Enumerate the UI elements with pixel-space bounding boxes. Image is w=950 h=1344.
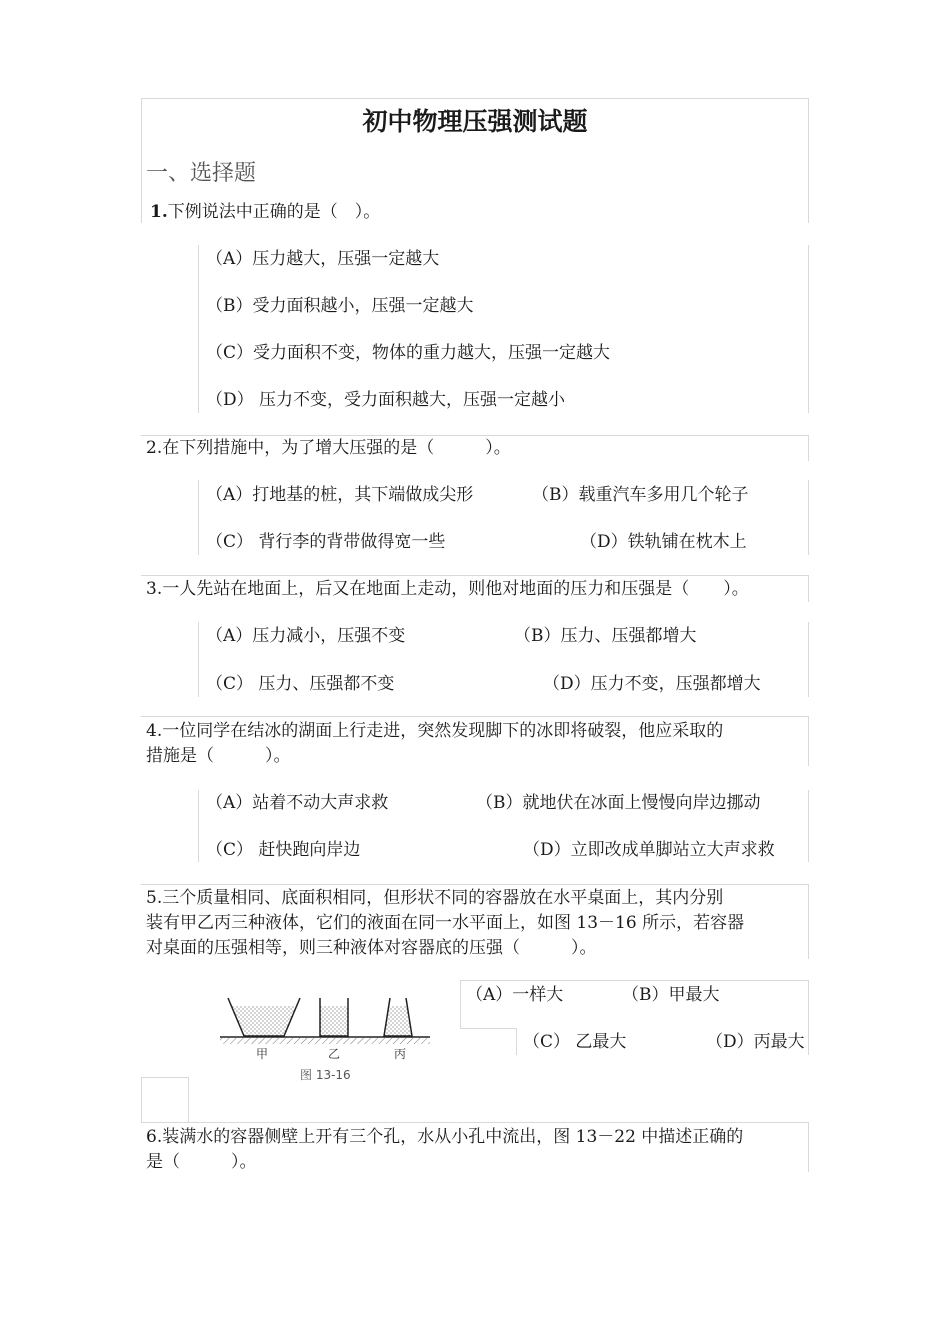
q2-option-a: （A）打地基的桩，其下端做成尖形 [206,485,474,505]
q3-option-a: （A）压力减小，压强不变 [206,626,406,646]
frame-line [808,980,809,1055]
page-title: 初中物理压强测试题 [362,107,588,136]
q5-option-b: （B）甲最大 [622,985,720,1005]
frame-line [808,622,809,697]
q4-option-b: （B）就地伏在冰面上慢慢向岸边挪动 [476,793,761,813]
frame-line [198,245,199,413]
frame-line [808,1122,809,1172]
section-heading: 一、选择题 [146,161,257,186]
frame-line [808,245,809,413]
q3-option-d: （D）压力不变，压强都增大 [543,674,761,694]
q5-option-c: （C） 乙最大 [523,1032,627,1052]
q2-option-c: （C） 背行李的背带做得宽一些 [206,532,446,552]
q3-option-c: （C） 压力、压强都不变 [206,674,395,694]
q1-option-c: （C）受力面积不变，物体的重力越大，压强一定越大 [206,343,611,363]
q3-option-b: （B）压力、压强都增大 [514,626,697,646]
q5-option-a: （A）一样大 [466,985,564,1005]
q5-option-d: （D）丙最大 [706,1032,805,1052]
question-2-stem: 2.在下列措施中，为了增大压强的是（ ）。 [146,438,511,458]
question-4-stem-line-1: 4.一位同学在结冰的湖面上行走进，突然发现脚下的冰即将破裂，他应采取的 [146,721,724,741]
frame-line [460,980,809,981]
container-yi [320,998,348,1036]
question-6-stem-line-1: 6.装满水的容器侧壁上开有三个孔，水从小孔中流出，图 13－22 中描述正确的 [146,1127,744,1147]
frame-line [141,98,809,99]
question-1-stem [150,199,380,225]
container-bing [384,998,412,1036]
frame-line [141,716,809,717]
frame-line [808,884,809,959]
frame-line [516,1028,517,1055]
figure-label-jia: 甲 [256,1047,269,1061]
q2-option-b: （B）载重汽车多用几个轮子 [532,485,749,505]
question-6-stem-line-2: 是（ ）。 [146,1152,257,1172]
q4-option-a: （A）站着不动大声求救 [206,793,389,813]
frame-line [198,622,199,697]
frame-line [198,480,199,555]
q4-option-d: （D）立即改成单脚站立大声求救 [523,840,775,860]
frame-line [460,980,461,1028]
figure-label-bing: 丙 [394,1047,407,1061]
question-1-number: 1. [150,202,168,222]
question-5-stem-line-3: 对桌面的压强相等，则三种液体对容器底的压强（ ）。 [146,938,597,958]
frame-line [808,790,809,862]
q2-option-d: （D）铁轨铺在枕木上 [580,532,747,552]
q1-option-d: （D） 压力不变，受力面积越大，压强一定越小 [206,390,566,410]
q1-option-a: （A）压力越大，压强一定越大 [206,249,440,269]
figure-label-yi: 乙 [328,1047,341,1061]
frame-line [808,480,809,555]
question-5-stem-line-1: 5.三个质量相同、底面积相同，但形状不同的容器放在水平桌面上，其内分别 [146,888,724,908]
question-1-text: 下例说法中正确的是（ ）。 [167,202,381,222]
q1-option-b: （B）受力面积越小，压强一定越大 [206,296,474,316]
frame-line [808,716,809,766]
question-3-stem: 3.一人先站在地面上，后又在地面上走动，则他对地面的压力和压强是（ ）。 [146,579,749,599]
q4-option-c: （C） 赶快跑向岸边 [206,840,361,860]
figure-caption: 图 13-16 [300,1068,351,1082]
figure-13-16 [200,982,440,1092]
frame-line [460,1028,516,1029]
table-surface [220,1037,430,1044]
frame-box [141,1077,189,1123]
frame-line [808,575,809,602]
container-jia [228,998,300,1036]
question-4-stem-line-2: 措施是（ ）。 [146,746,291,766]
question-5-stem-line-2: 装有甲乙丙三种液体，它们的液面在同一水平面上，如图 13－16 所示，若容器 [146,913,745,933]
frame-line [141,1122,809,1123]
containers-diagram [200,982,440,1092]
frame-line [198,790,199,862]
